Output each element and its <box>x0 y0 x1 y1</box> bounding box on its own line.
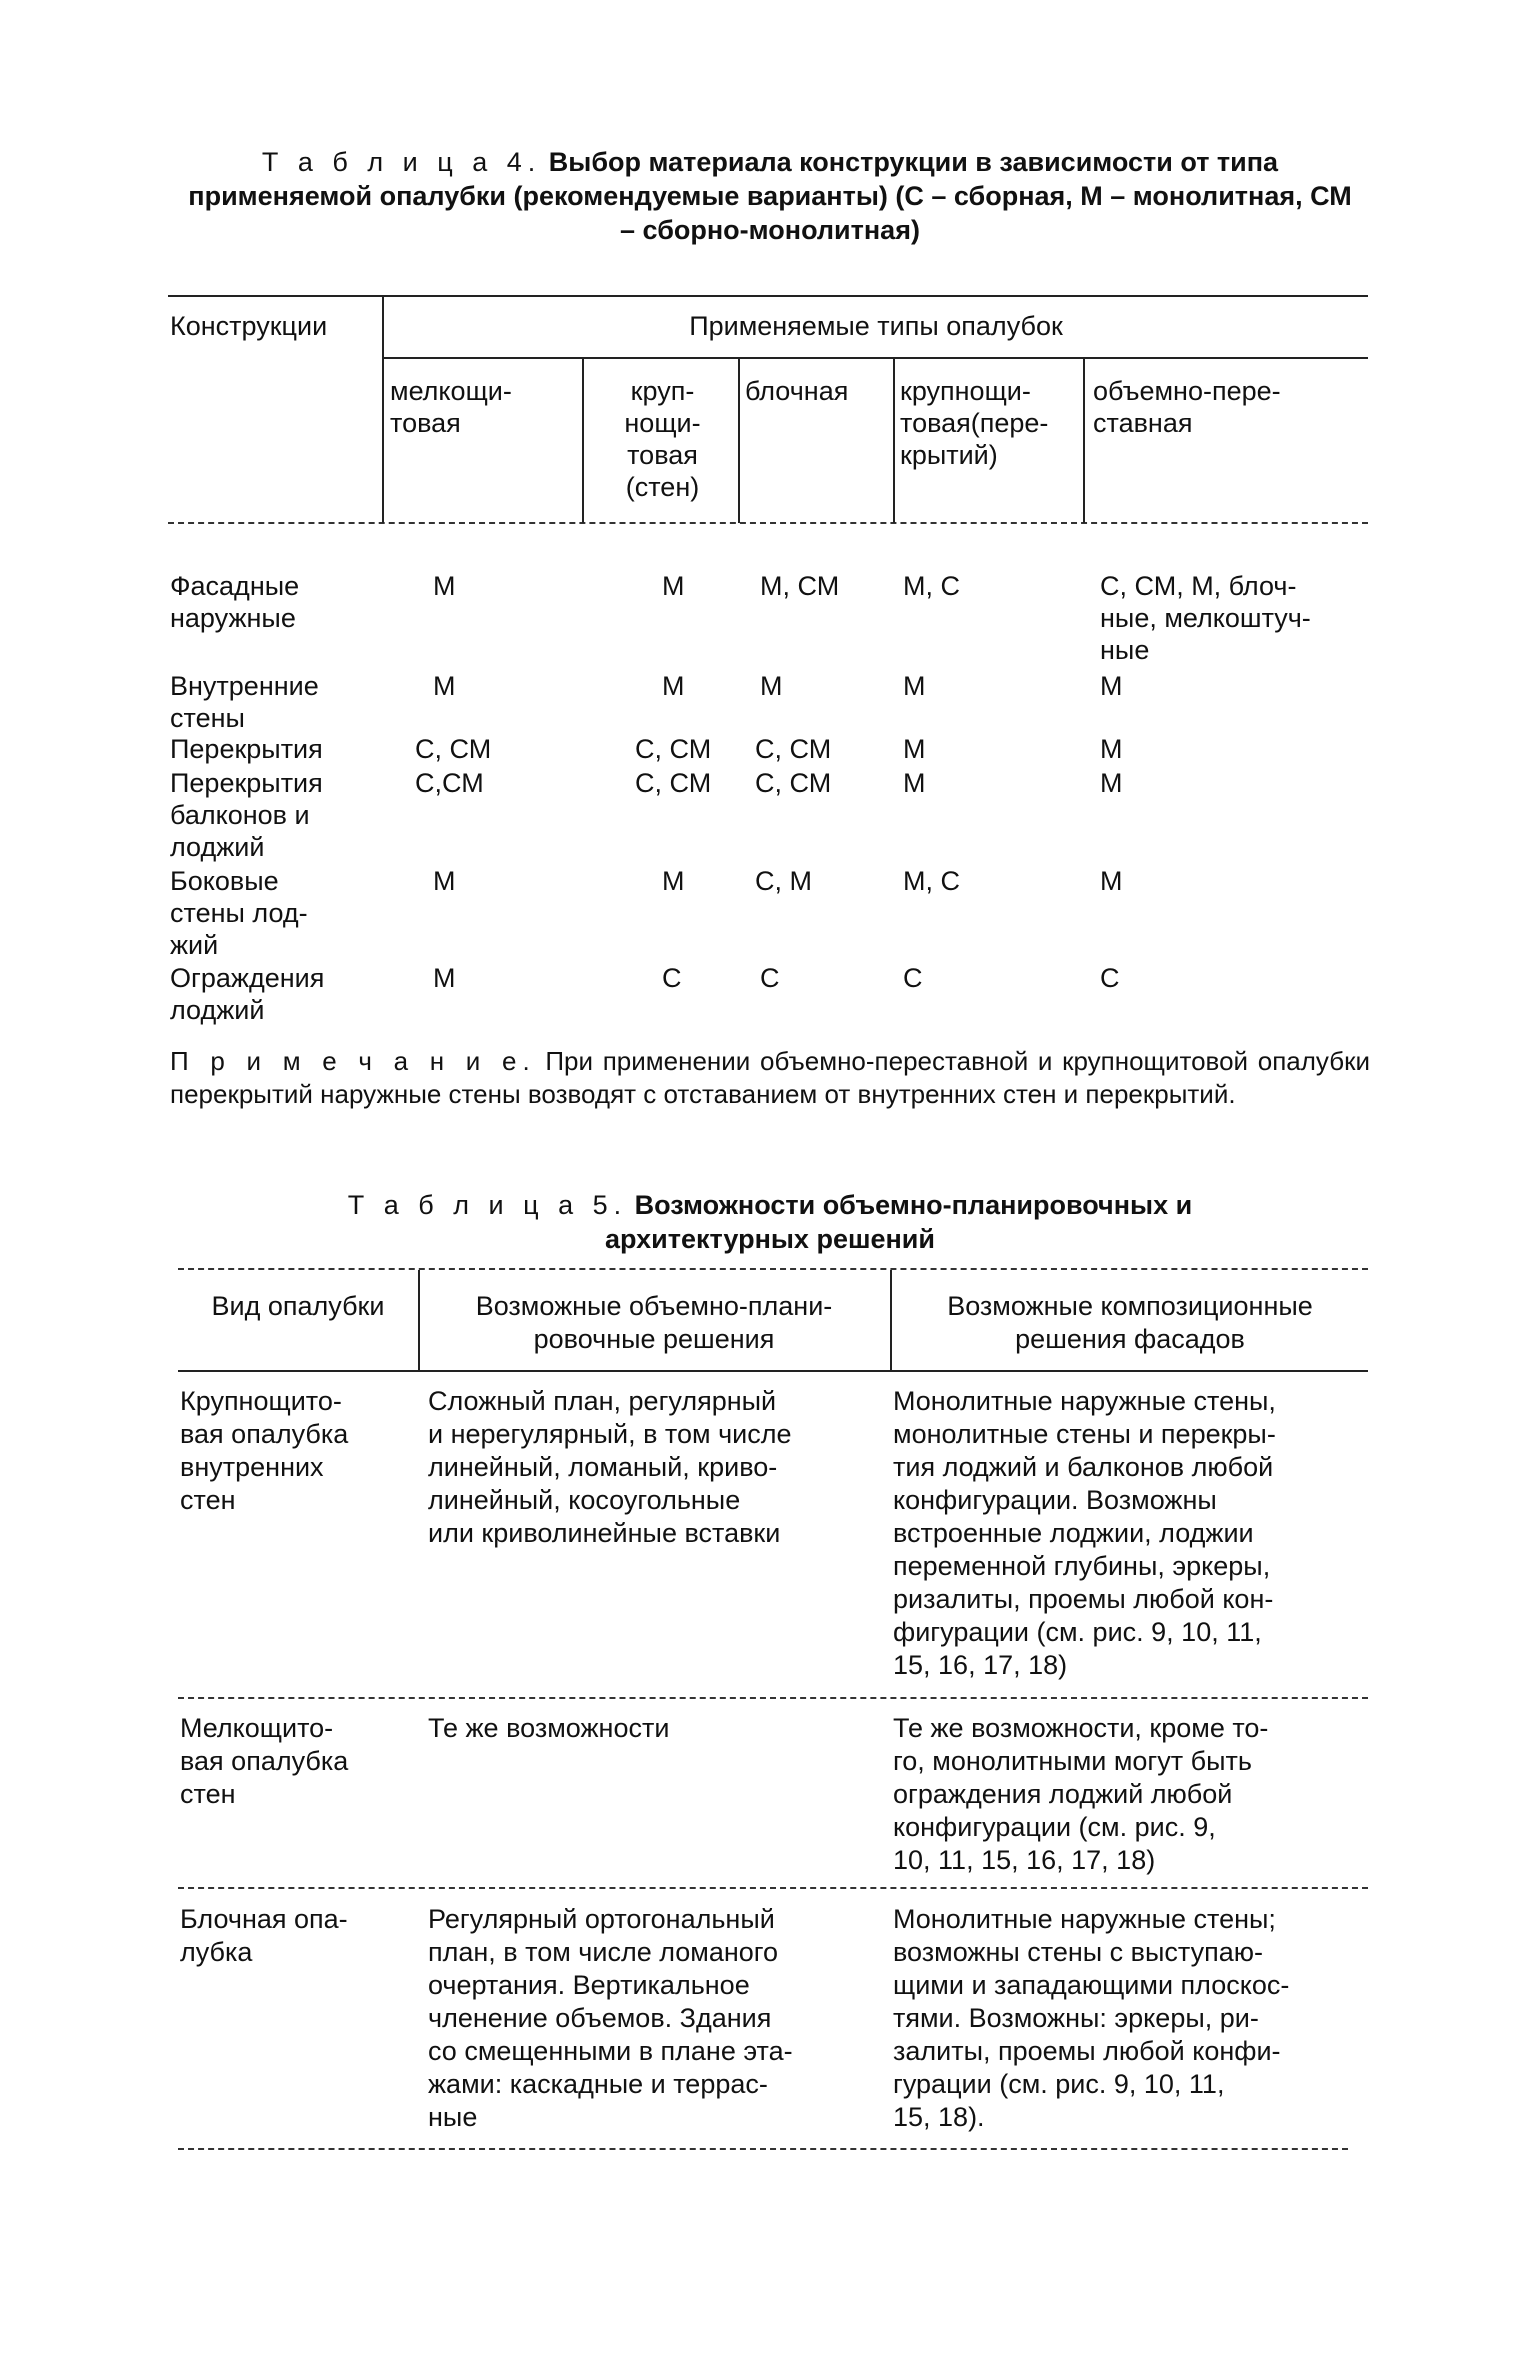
table4-header-large-panel-walls: круп- нощи- товая (стен) <box>624 376 701 502</box>
table4-header-bottom-rule <box>168 522 1368 524</box>
table5-header-facade: Возможные композиционные решения фасадов <box>947 1291 1313 1354</box>
table4-cell: М <box>662 571 685 601</box>
table4-col3-divider <box>893 357 895 523</box>
table5-caption-text: Возможности объемно-планировочных и архитектурных решений <box>605 1190 1193 1254</box>
table4-cell: М, С <box>903 866 960 896</box>
table4-cell: М, С <box>903 571 960 601</box>
table5-row-facade: Монолитные наружные стены; возможны стены с выступаю- щими и западающими плоскос- тями. Возможны: эркеры, ри- залиты, проемы любой конфи- гурации (см. рис. 9, 10, 11, 15, 18). <box>893 1904 1290 2132</box>
table4-cell: М <box>1100 866 1123 896</box>
table4-header-small-panel: мелкощи- товая <box>390 376 512 438</box>
table4-cell: М <box>903 734 926 764</box>
table4-row-name: Фасадные наружные <box>170 571 300 633</box>
table4-header-constructions: Конструкции <box>170 311 328 341</box>
table5-header-bottom-rule <box>178 1370 1368 1372</box>
table4-cell: С, СМ <box>635 768 712 798</box>
table5-row-facade: Те же возможности, кроме то- го, монолитными могут быть ограждения лоджий любой конфигурации (см. рис. 9, 10, 11, 15, 16, 17, 18) <box>893 1713 1269 1875</box>
table4-cell: С, СМ <box>755 768 832 798</box>
table4-cell: М <box>1100 671 1123 701</box>
table5-row2-bottom-rule <box>178 1887 1368 1889</box>
table4-col1-divider <box>582 357 584 523</box>
note-text: При применении объемно-переставной и крупнощитовой опалубки перекрытий наружные стены возводят с отставанием от внутренних стен и перекрытий. <box>170 1046 1370 1109</box>
table5-top-rule <box>178 1268 1368 1270</box>
table4-cell: М <box>433 963 456 993</box>
table4-caption-label: Т а б л и ц а 4. <box>261 147 542 177</box>
table4-cell: М <box>760 671 783 701</box>
table4-cell: С <box>662 963 682 993</box>
table4-row-name: Ограждения лоджий <box>170 963 325 1025</box>
table5-caption-label: Т а б л и ц а 5. <box>347 1190 628 1220</box>
table4-caption-text: Выбор материала конструкции в зависимости от типа применяемой опалубки (рекомендуемые варианты) (С – сборная, М – монолитная, СМ – сборно-монолитная) <box>188 147 1352 245</box>
table4-header-group: Применяемые типы опалубок <box>689 311 1063 341</box>
table4-cell: М <box>433 866 456 896</box>
table4-cell: М <box>903 768 926 798</box>
table5-row-planning: Те же возможности <box>428 1713 670 1743</box>
table4-cell: М <box>433 571 456 601</box>
table4-col2-divider <box>738 357 740 523</box>
table4-row-name: Перекрытия <box>170 734 323 764</box>
table4-cell: С,СМ <box>415 768 484 798</box>
table4-row-name: Боковые стены лод- жий <box>170 866 308 960</box>
table4-cell: М, СМ <box>760 571 840 601</box>
note-label: П р и м е ч а н и е. <box>170 1046 536 1076</box>
table4-row-name: Внутренние стены <box>170 671 319 733</box>
table5-row-planning: Сложный план, регулярный и нерегулярный, в том числе линейный, ломаный, криво- линейный, косоугольные или криволинейные вставки <box>428 1386 792 1548</box>
table4-cell: М <box>903 671 926 701</box>
table4-col4-divider <box>1083 357 1085 523</box>
table5-bottom-rule <box>178 2148 1348 2150</box>
table4-cell: С <box>903 963 923 993</box>
table4-row-name: Перекрытия балконов и лоджий <box>170 768 323 862</box>
table4-header-large-panel-floors: крупнощи- товая(пере- крытий) <box>900 376 1049 470</box>
table4-caption <box>180 145 1360 247</box>
table5-caption <box>280 1188 1260 1256</box>
table5-row-planning: Регулярный ортогональный план, в том числе ломаного очертания. Вертикальное членение объемов. Здания со смещенными в плане эта- жами: каскадные и террас- ные <box>428 1904 793 2132</box>
table4-cell: М <box>1100 734 1123 764</box>
table4-cell: М <box>433 671 456 701</box>
table4-cell: С, СМ <box>635 734 712 764</box>
table5-header-planning: Возможные объемно-плани- ровочные решения <box>475 1291 833 1354</box>
table5-row-type: Мелкощито- вая опалубка стен <box>180 1713 349 1809</box>
table4-top-rule <box>168 295 1368 297</box>
table5-row-type: Блочная опа- лубка <box>180 1904 348 1967</box>
table4-cell: М <box>662 866 685 896</box>
table4-cell: С, СМ, М, блоч- ные, мелкоштуч- ные <box>1100 571 1311 665</box>
table4-header-volume-moving: объемно-пере- ставная <box>1093 376 1281 438</box>
table4-cell: С, СМ <box>415 734 492 764</box>
table4-cell: М <box>1100 768 1123 798</box>
table4-note <box>170 1045 1370 1111</box>
table5-row-type: Крупнощито- вая опалубка внутренних стен <box>180 1386 349 1515</box>
table5-row1-bottom-rule <box>178 1697 1368 1699</box>
table4-cell: С <box>1100 963 1120 993</box>
table4-cell: С <box>760 963 780 993</box>
table4-cell: С, СМ <box>755 734 832 764</box>
table4-group-rule <box>382 357 1368 359</box>
table4-header-block: блочная <box>745 376 849 406</box>
table5-row-facade: Монолитные наружные стены, монолитные стены и перекры- тия лоджий и балконов любой конфигурации. Возможны встроенные лоджии, лоджии переменной глубины, эркеры, ризалиты, проемы любой кон- фигурации (см. рис. 9, 10, 11, 15, 16, 17, 18) <box>893 1386 1276 1680</box>
table5-header-type: Вид опалубки <box>211 1291 385 1321</box>
table4-cell: М <box>662 671 685 701</box>
table4-cell: С, М <box>755 866 812 896</box>
